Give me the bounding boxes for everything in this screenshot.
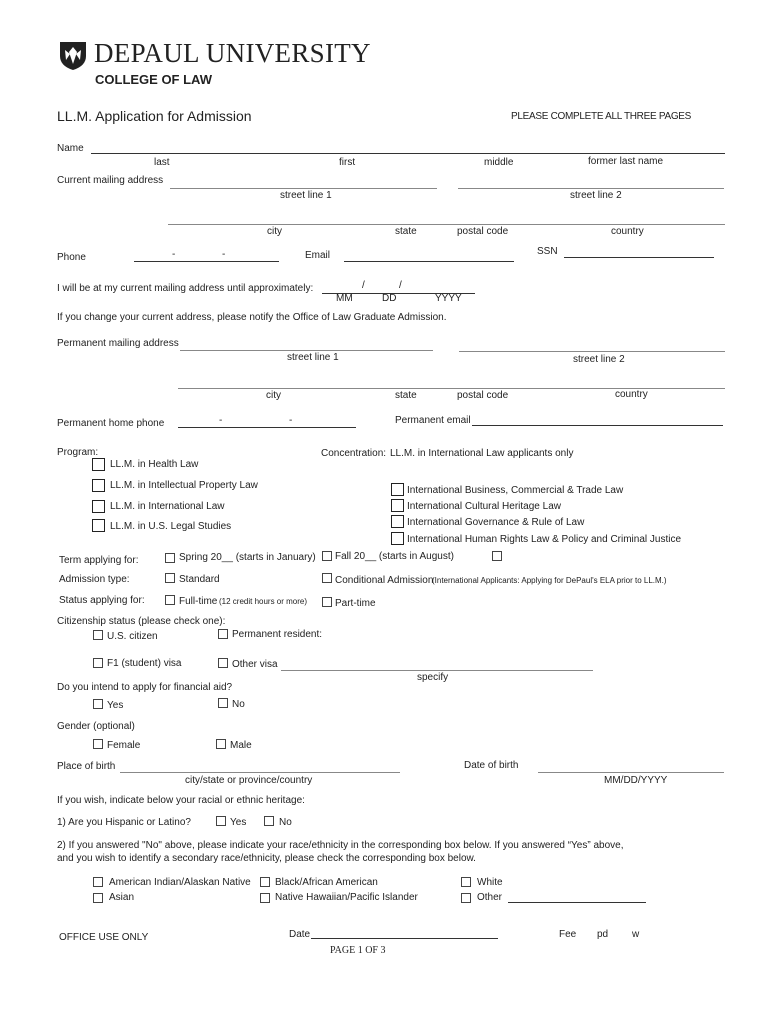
permanent-state-hint: state [395, 390, 417, 401]
race-asian-label: Asian [109, 892, 135, 903]
name-middle-hint: middle [484, 157, 514, 168]
office-date-field[interactable] [311, 938, 498, 939]
mailing-postal-hint: postal code [457, 226, 509, 237]
permanent-city-hint: city [266, 390, 281, 401]
gender-male-checkbox[interactable] [216, 739, 226, 749]
name-field[interactable] [91, 153, 725, 154]
gender-female-checkbox[interactable] [93, 739, 103, 749]
admission-standard-label: Standard [179, 574, 220, 585]
permanent-email-label: Permanent email [395, 415, 471, 426]
phone-field[interactable] [134, 261, 279, 262]
status-label: Status applying for: [59, 595, 145, 606]
aid-question: Do you intend to apply for financial aid? [57, 682, 233, 693]
concentration-human-rights-checkbox[interactable] [391, 532, 404, 545]
concentration-human-rights-label: International Human Rights Law & Policy and Criminal Justice [407, 534, 682, 545]
race-american-indian-checkbox[interactable] [93, 877, 103, 887]
birth-date-field[interactable] [538, 772, 724, 773]
ssn-field[interactable] [564, 257, 714, 258]
hispanic-no-label: No [279, 817, 292, 828]
mailing-country-hint: country [611, 226, 644, 237]
permanent-label: Permanent mailing address [57, 338, 179, 349]
permanent-postal-hint: postal code [457, 390, 509, 401]
citizenship-label: Citizenship status (please check one): [57, 616, 226, 627]
citizenship-permanent-label: Permanent resident: [232, 629, 323, 640]
university-seal-icon [56, 38, 90, 75]
concentration-business-label: International Business, Commercial & Trade Law [407, 485, 624, 496]
email-field[interactable] [344, 261, 514, 262]
heritage-intro: If you wish, indicate below your racial or ethnic heritage: [57, 795, 305, 806]
until-dd-hint: DD [382, 293, 397, 304]
phone-dash-2: - [222, 249, 226, 260]
office-pd-label: pd [597, 929, 609, 940]
permanent-street1-field[interactable] [180, 350, 433, 351]
program-health-checkbox[interactable] [92, 458, 105, 471]
program-international-checkbox[interactable] [92, 500, 105, 513]
mailing-label: Current mailing address [57, 175, 164, 186]
concentration-label: Concentration: [321, 448, 387, 459]
race-black-label: Black/African American [275, 877, 378, 888]
program-ip-checkbox[interactable] [92, 479, 105, 492]
race-white-label: White [477, 877, 503, 888]
heritage-q1: 1) Are you Hispanic or Latino? [57, 817, 191, 828]
concentration-governance-label: International Governance & Rule of Law [407, 517, 585, 528]
mailing-state-hint: state [395, 226, 417, 237]
citizenship-specify-hint: specify [417, 672, 449, 683]
race-other-field[interactable] [508, 902, 646, 903]
until-mm-hint: MM [336, 293, 353, 304]
concentration-heritage-checkbox[interactable] [391, 499, 404, 512]
citizenship-f1-checkbox[interactable] [93, 658, 103, 668]
birth-date-hint: MM/DD/YYYY [604, 775, 668, 786]
until-slash-1: / [362, 280, 365, 291]
aid-yes-label: Yes [107, 700, 124, 711]
mailing-street1-hint: street line 1 [280, 190, 332, 201]
phone-dash-1: - [172, 249, 176, 260]
form-title: LL.M. Application for Admission [57, 108, 252, 124]
permanent-street2-field[interactable] [459, 351, 725, 352]
office-date-label: Date [289, 929, 311, 940]
race-asian-checkbox[interactable] [93, 893, 103, 903]
phone-label: Phone [57, 252, 86, 263]
term-spring-label: Spring 20__ (starts in January) [179, 552, 316, 563]
aid-no-checkbox[interactable] [218, 698, 228, 708]
address-change-notice: If you change your current address, please notify the Office of Law Graduate Admission. [57, 312, 447, 323]
citizenship-permanent-checkbox[interactable] [218, 629, 228, 639]
mailing-street2-hint: street line 2 [570, 190, 622, 201]
mailing-street1-field[interactable] [170, 188, 437, 189]
birth-place-field[interactable] [120, 772, 400, 773]
program-international-label: LL.M. in International Law [110, 501, 225, 512]
program-label: Program: [57, 447, 99, 458]
concentration-governance-checkbox[interactable] [391, 515, 404, 528]
permanent-phone-label: Permanent home phone [57, 418, 165, 429]
citizenship-f1-label: F1 (student) visa [107, 658, 182, 669]
admission-label: Admission type: [59, 574, 130, 585]
admission-conditional-note: (International Applicants: Applying for DePaul's ELA prior to LL.M.) [432, 576, 667, 585]
status-parttime-checkbox[interactable] [322, 597, 332, 607]
name-former-hint: former last name [588, 156, 664, 167]
university-name: DEPAUL UNIVERSITY [94, 38, 371, 68]
term-fall-label: Fall 20__ (starts in August) [335, 551, 454, 562]
permanent-street1-hint: street line 1 [287, 352, 339, 363]
race-hawaiian-checkbox[interactable] [260, 893, 270, 903]
program-us-legal-label: LL.M. in U.S. Legal Studies [110, 521, 232, 532]
ssn-label: SSN [537, 246, 558, 257]
until-slash-2: / [399, 280, 402, 291]
race-other-label: Other [477, 892, 503, 903]
college-name: COLLEGE OF LAW [95, 72, 212, 87]
race-white-checkbox[interactable] [461, 877, 471, 887]
aid-no-label: No [232, 699, 245, 710]
email-label: Email [305, 250, 331, 261]
permanent-phone-dash-2: - [289, 415, 293, 426]
permanent-phone-field[interactable] [178, 427, 356, 428]
permanent-country-hint: country [615, 389, 648, 400]
status-fulltime-note: (12 credit hours or more) [219, 597, 308, 606]
citizenship-other-label: Other visa [232, 659, 278, 670]
citizenship-us-checkbox[interactable] [93, 630, 103, 640]
office-w-label: w [632, 929, 640, 940]
name-label: Name [57, 143, 84, 154]
permanent-phone-dash-1: - [219, 415, 223, 426]
name-first-hint: first [339, 157, 356, 168]
gender-female-label: Female [107, 740, 141, 751]
citizenship-specify-field[interactable] [281, 670, 593, 671]
birth-place-label: Place of birth [57, 761, 116, 772]
mailing-city-field[interactable] [168, 224, 725, 225]
status-fulltime-label: Full-time [179, 596, 218, 607]
office-use-label: OFFICE USE ONLY [59, 932, 149, 943]
mailing-city-hint: city [267, 226, 282, 237]
hispanic-no-checkbox[interactable] [264, 816, 274, 826]
mailing-street2-field[interactable] [458, 188, 724, 189]
birth-date-label: Date of birth [464, 760, 519, 771]
aid-yes-checkbox[interactable] [93, 699, 103, 709]
citizenship-other-checkbox[interactable] [218, 658, 228, 668]
heritage-q2-line2: and you wish to identify a secondary race/ethnicity, please check the corresponding box below. [57, 853, 476, 864]
permanent-street2-hint: street line 2 [573, 354, 625, 365]
concentration-heritage-label: International Cultural Heritage Law [407, 501, 561, 512]
race-hawaiian-label: Native Hawaiian/Pacific Islander [275, 892, 418, 903]
office-fee-label: Fee [559, 929, 577, 940]
admission-conditional-checkbox[interactable] [322, 573, 332, 583]
status-fulltime-checkbox[interactable] [165, 595, 175, 605]
program-ip-label: LL.M. in Intellectual Property Law [110, 480, 258, 491]
race-other-checkbox[interactable] [461, 893, 471, 903]
race-black-checkbox[interactable] [260, 877, 270, 887]
admission-conditional-label: Conditional Admission [335, 575, 434, 586]
until-label: I will be at my current mailing address until approximately: [57, 283, 314, 294]
until-yyyy-hint: YYYY [435, 293, 462, 304]
gender-male-label: Male [230, 740, 252, 751]
pages-note: PLEASE COMPLETE ALL THREE PAGES [511, 111, 692, 122]
hispanic-yes-checkbox[interactable] [216, 816, 226, 826]
concentration-note: LL.M. in International Law applicants only [390, 448, 574, 459]
page-number: PAGE 1 OF 3 [330, 945, 386, 956]
term-label: Term applying for: [59, 555, 139, 566]
term-spring-checkbox[interactable] [165, 553, 175, 563]
hispanic-yes-label: Yes [230, 817, 247, 828]
birth-place-hint: city/state or province/country [185, 775, 313, 786]
concentration-business-checkbox[interactable] [391, 483, 404, 496]
admission-standard-checkbox[interactable] [165, 573, 175, 583]
citizenship-us-label: U.S. citizen [107, 631, 158, 642]
gender-label: Gender (optional) [57, 721, 135, 732]
program-health-label: LL.M. in Health Law [110, 459, 199, 470]
term-extra-checkbox[interactable] [492, 551, 502, 561]
race-american-indian-label: American Indian/Alaskan Native [109, 877, 251, 888]
program-us-legal-checkbox[interactable] [92, 519, 105, 532]
heritage-q2-line1: 2) If you answered "No" above, please indicate your race/ethnicity in the corresponding box below. If you answered “Yes” above, [57, 840, 624, 851]
permanent-email-field[interactable] [472, 425, 723, 426]
status-parttime-label: Part-time [335, 598, 376, 609]
name-last-hint: last [154, 157, 170, 168]
term-fall-checkbox[interactable] [322, 551, 332, 561]
